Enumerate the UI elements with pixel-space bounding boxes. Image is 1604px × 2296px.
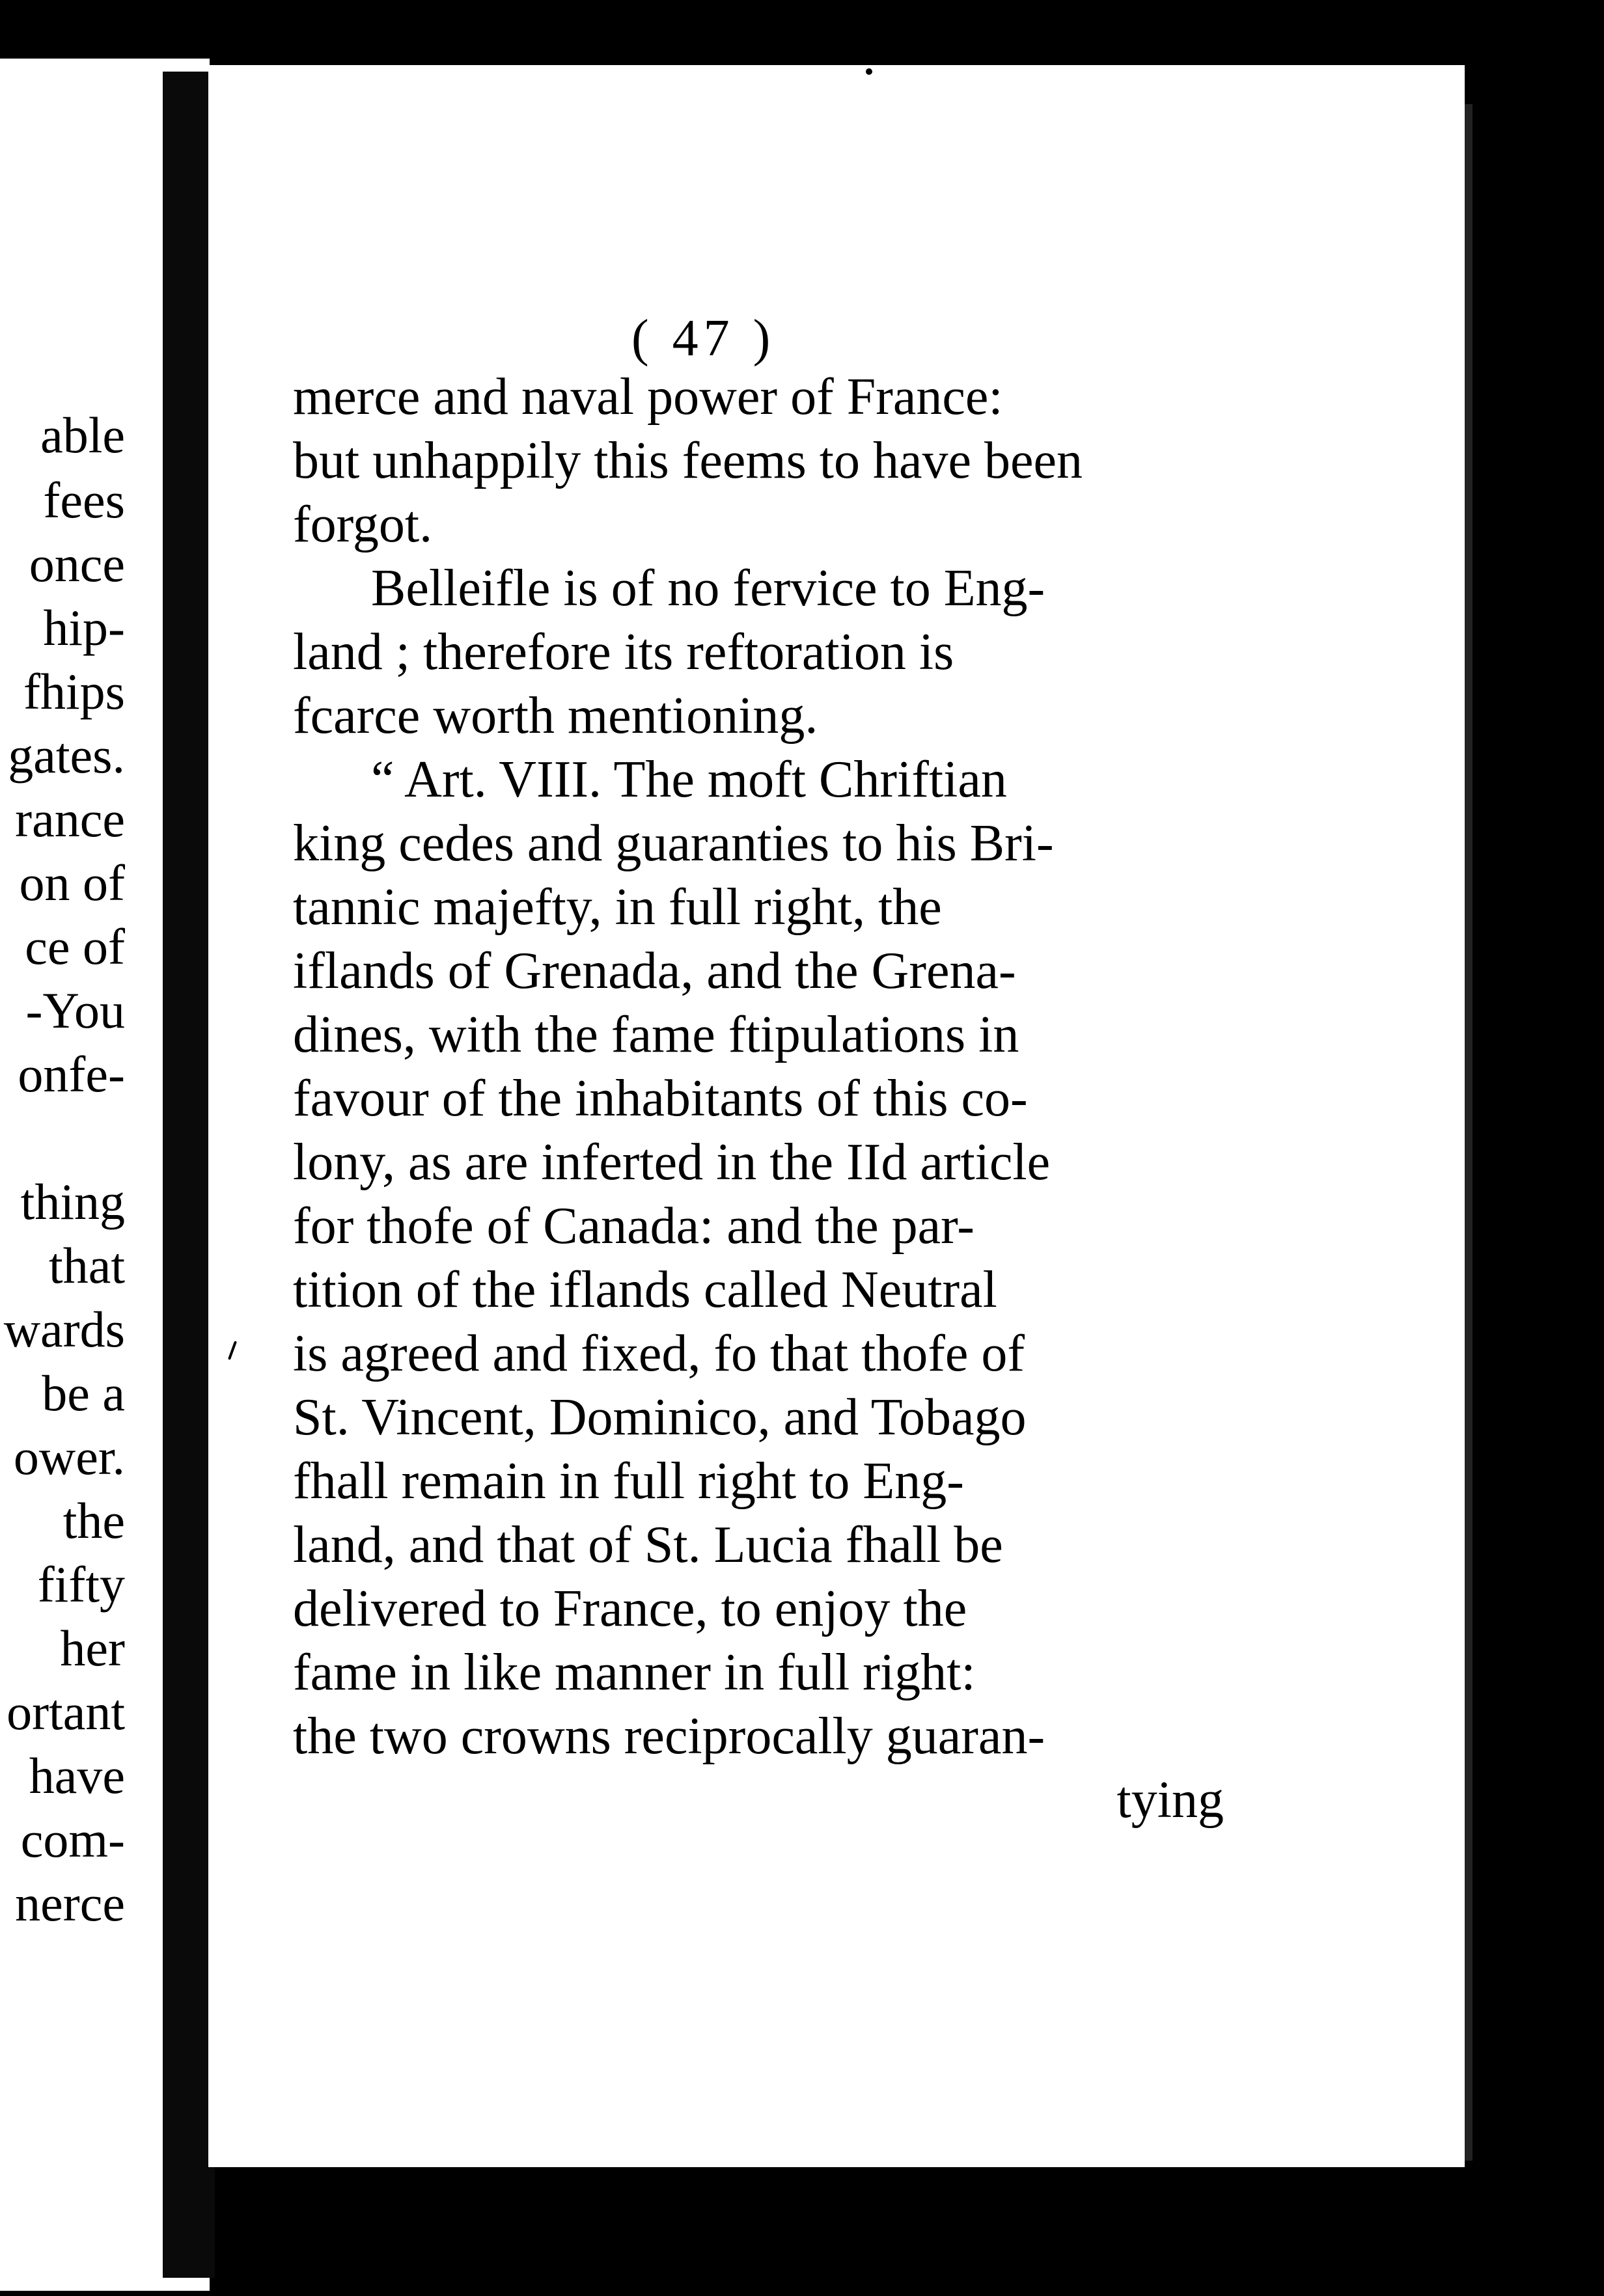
book-gutter xyxy=(163,72,215,2278)
left-page-line: on of xyxy=(19,854,125,911)
text-line: but unhappily this feems to have been xyxy=(293,432,1083,489)
left-page-line: her xyxy=(60,1620,125,1676)
text-line: fcarce worth mentioning. xyxy=(293,687,818,745)
text-line: iflands of Grenada, and the Grena- xyxy=(293,942,1016,1000)
page-number: ( 47 ) xyxy=(631,310,776,367)
text-line: forgot. xyxy=(293,496,433,553)
left-page-line: able xyxy=(40,407,125,463)
left-page-line: ce of xyxy=(25,918,125,975)
left-page-line: have xyxy=(29,1747,125,1804)
left-page-line: com- xyxy=(20,1811,125,1868)
text-line: land, and that of St. Lucia fhall be xyxy=(293,1516,1003,1574)
text-line: “ Art. VIII. The moft Chriftian xyxy=(371,751,1007,808)
text-line: delivered to France, to enjoy the xyxy=(293,1580,967,1637)
left-page-line: the xyxy=(62,1492,125,1549)
left-page-line: once xyxy=(29,536,125,592)
left-page-line: -You xyxy=(25,982,125,1039)
text-line: favour of the inhabitants of this co- xyxy=(293,1070,1028,1127)
text-line: Belleifle is of no fervice to Eng- xyxy=(371,560,1045,617)
scan-speck xyxy=(1486,1462,1506,1499)
page-edge xyxy=(1465,104,1473,2161)
left-page-line: be a xyxy=(42,1365,125,1421)
text-line: tition of the iflands called Neutral xyxy=(293,1261,997,1319)
text-line: fame in like manner in full right: xyxy=(293,1644,976,1701)
left-page-line: rance xyxy=(15,791,125,847)
left-page-line: onfe- xyxy=(18,1046,125,1102)
left-page-line: that xyxy=(49,1237,125,1294)
text-line: fhall remain in full right to Eng- xyxy=(293,1453,964,1510)
text-line: is agreed and fixed, fo that thofe of xyxy=(293,1325,1025,1382)
left-page-line: hip- xyxy=(43,599,125,656)
scan-speck xyxy=(866,68,872,75)
text-line: St. Vincent, Dominico, and Tobago xyxy=(293,1389,1027,1446)
text-line: merce and naval power of France: xyxy=(293,368,1003,426)
text-line: for thofe of Canada: and the par- xyxy=(293,1197,975,1255)
left-page-line: wards xyxy=(3,1301,125,1358)
text-line: dines, with the fame ftipulations in xyxy=(293,1006,1019,1063)
text-line: tannic majefty, in full right, the xyxy=(293,879,942,936)
left-page-line: ower. xyxy=(13,1428,125,1485)
left-page-line: fhips xyxy=(23,663,125,720)
text-line: the two crowns reciprocally guaran- xyxy=(293,1708,1045,1765)
left-page-line: thing xyxy=(20,1173,125,1230)
text-line: king cedes and guaranties to his Bri- xyxy=(293,815,1054,872)
left-page-line: fees xyxy=(43,472,125,528)
left-page-line: ortant xyxy=(7,1684,125,1740)
left-page-line: fifty xyxy=(37,1556,125,1613)
left-page-line: nerce xyxy=(15,1875,125,1932)
text-line: lony, as are inferted in the IId article xyxy=(293,1134,1051,1191)
left-page-line: gates. xyxy=(8,727,125,784)
text-line: land ; therefore its reftoration is xyxy=(293,623,954,681)
catchword: tying xyxy=(1116,1771,1224,1829)
